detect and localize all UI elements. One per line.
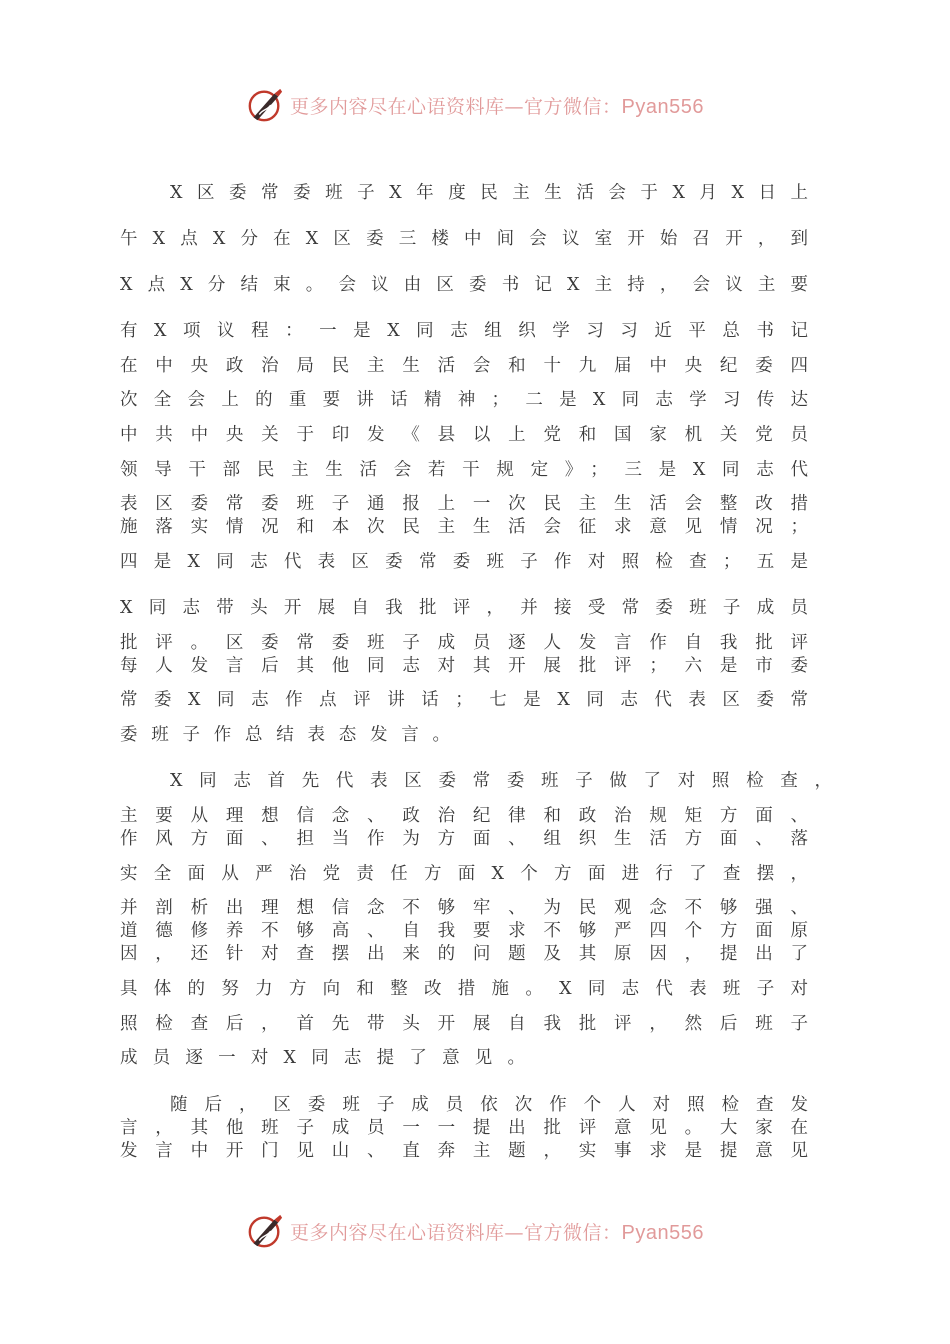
text-line: 四是X同志代表区委常委班子作对照检查；五是: [120, 552, 808, 572]
pen-logo-icon: [246, 86, 284, 124]
text-line: 领导干部民主生活会若干规定》；三是X同志代: [120, 460, 808, 480]
text-line: 次全会上的重要讲话精神；二是X同志学习传达: [120, 390, 808, 410]
text-line: 施落实情况和本次民主生活会征求意见情况；: [120, 517, 808, 537]
text-line: X同志首先代表区委常委班子做了对照检查，: [170, 771, 832, 791]
text-line: 实全面从严治党责任方面X个方面进行了查摆，: [120, 864, 808, 884]
text-line: 午X点X分在X区委三楼中间会议室开始召开，到: [120, 229, 808, 249]
watermark-text: 更多内容尽在心语资料库—官方微信：Pyan556: [290, 95, 704, 118]
text-line: 道德修养不够高、自我要求不够严四个方面原: [120, 921, 808, 941]
text-line: X区委常委班子X年度民主生活会于X月X日上: [170, 183, 808, 203]
text-line: 在中央政治局民主生活会和十九届中央纪委四: [120, 356, 808, 376]
text-line: 表区委常委班子通报上一次民主生活会整改措: [120, 494, 808, 514]
text-line: 并剖析出理想信念不够牢、为民观念不够强、: [120, 898, 808, 918]
text-line: 成员逐一对X同志提了意见。: [120, 1048, 525, 1068]
text-line: 批评。区委常委班子成员逐人发言作自我批评: [120, 633, 808, 653]
text-line: 因，还针对查摆出来的问题及其原因，提出了: [120, 944, 808, 964]
text-line: 有X项议程：一是X同志组织学习习近平总书记: [120, 321, 808, 341]
pen-logo-icon: [246, 1212, 284, 1250]
watermark-banner-top: [0, 82, 950, 128]
watermark-wechat-id: Pyan556: [621, 95, 704, 118]
text-line: 常委X同志作点评讲话；七是X同志代表区委常: [120, 690, 808, 710]
watermark-text: 更多内容尽在心语资料库—官方微信：Pyan556: [290, 1221, 704, 1244]
text-line: 作风方面、担当作为方面、组织生活方面、落: [120, 829, 808, 849]
text-line: 发言中开门见山、直奔主题，实事求是提意见: [120, 1141, 808, 1161]
text-line: 照检查后，首先带头开展自我批评，然后班子: [120, 1014, 808, 1034]
text-line: 具体的努力方向和整改措施。X同志代表班子对: [120, 979, 808, 999]
text-line: X同志带头开展自我批评，并接受常委班子成员: [120, 598, 808, 618]
text-line: 每人发言后其他同志对其开展批评；六是市委: [120, 656, 808, 676]
text-line: X点X分结束。会议由区委书记X主持，会议主要: [120, 275, 808, 295]
text-line: 委班子作总结表态发言。: [120, 725, 450, 745]
text-line: 主要从理想信念、政治纪律和政治规矩方面、: [120, 806, 808, 826]
watermark-wechat-id: Pyan556: [621, 1221, 704, 1244]
text-line: 中共中央关于印发《县以上党和国家机关党员: [120, 425, 808, 445]
text-line: 随后，区委班子成员依次作个人对照检查发: [170, 1095, 808, 1115]
text-line: 言，其他班子成员一一提出批评意见。大家在: [120, 1118, 808, 1138]
watermark-banner-bottom: [0, 1208, 950, 1254]
